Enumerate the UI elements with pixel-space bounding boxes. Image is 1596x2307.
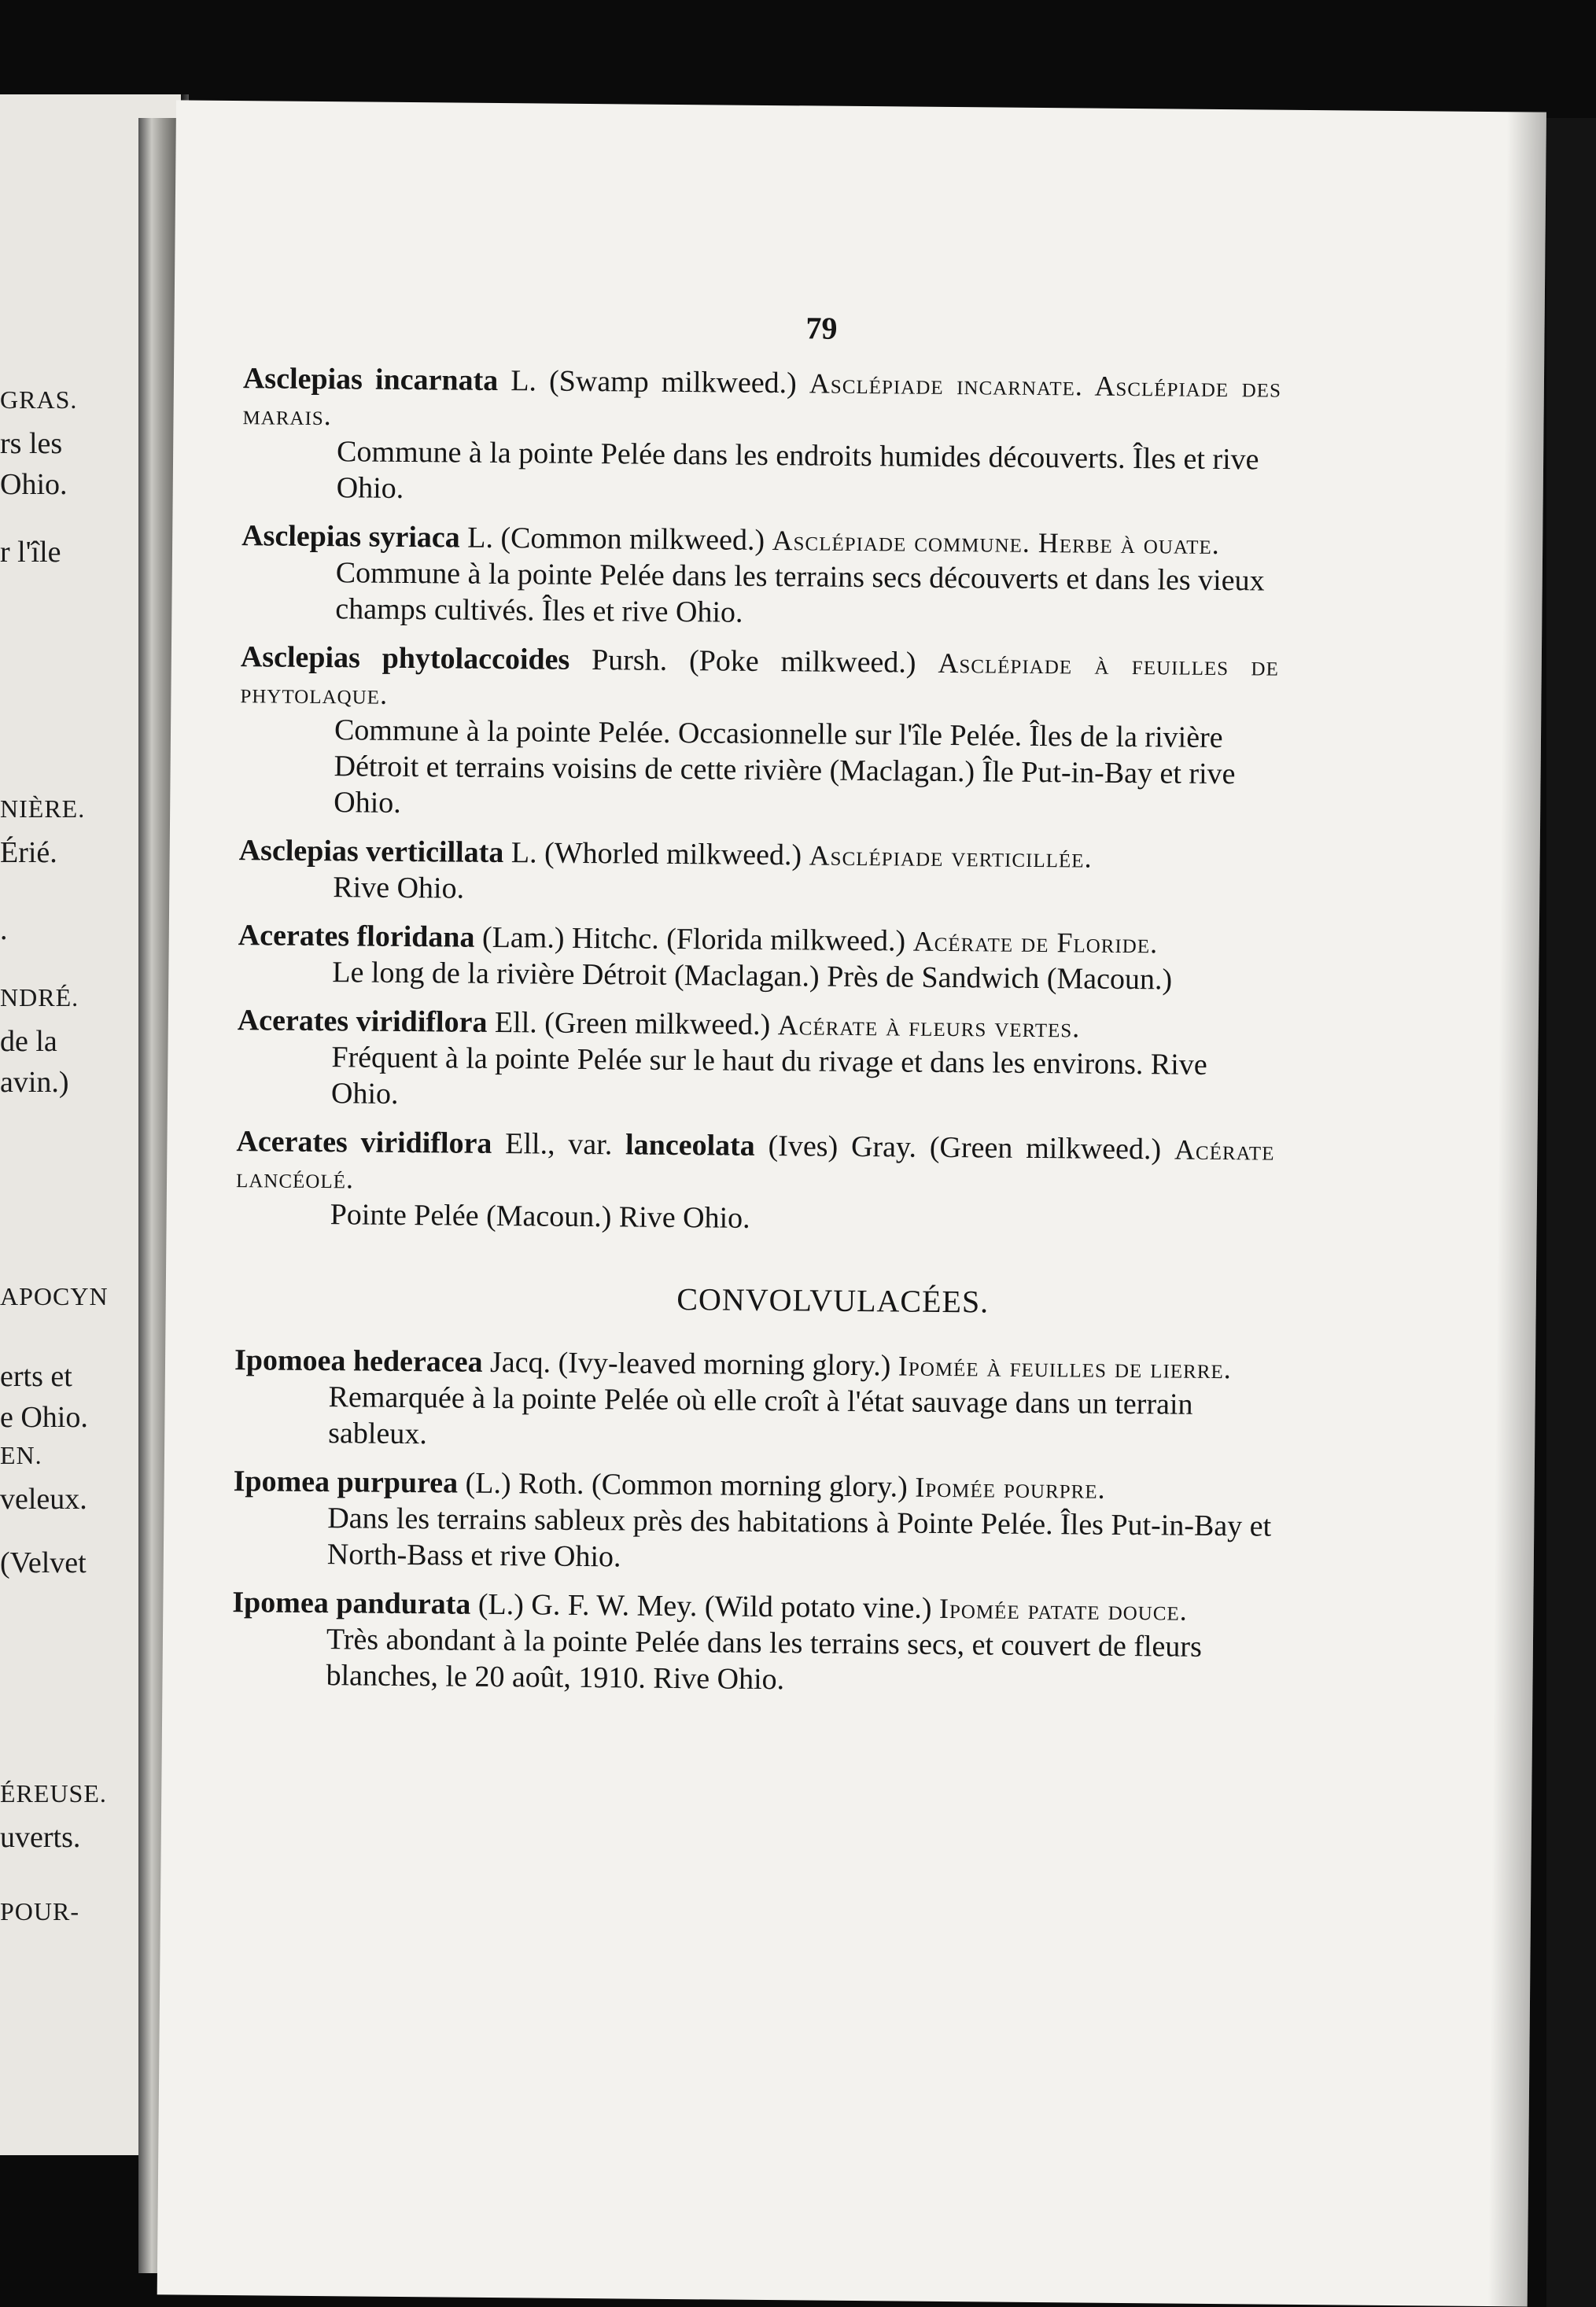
species-entry — [231, 1584, 1270, 1702]
facing-page-text: ÉREUSE. — [0, 1779, 107, 1808]
variety-author: (Ives) Gray. — [768, 1130, 917, 1164]
common-name: (Green milkweed.) — [929, 1130, 1162, 1166]
right-background-strip — [1546, 118, 1596, 2307]
species-name: verticillata — [366, 835, 504, 870]
common-name: (Common milkweed.) — [500, 521, 765, 557]
author-citation: (L.) Roth. — [465, 1466, 584, 1501]
facing-page-text: Ohio. — [0, 468, 68, 501]
facing-page-text: avin.) — [0, 1066, 69, 1099]
species-name: purpurea — [337, 1465, 459, 1500]
species-heading — [240, 639, 1279, 720]
genus-name: Asclepias — [242, 362, 363, 396]
common-name: (Florida milkweed.) — [666, 922, 906, 958]
facing-page-text: POUR- — [0, 1897, 80, 1926]
species-entry — [241, 518, 1280, 636]
french-name: Ipomée pourpre. — [915, 1471, 1106, 1505]
page-number: 79 — [805, 310, 838, 346]
french-name: Ipomée patate douce. — [938, 1592, 1188, 1627]
common-name: (Swamp milkweed.) — [548, 364, 798, 400]
species-name: viridiflora — [356, 1004, 488, 1039]
species-name: hederacea — [352, 1344, 483, 1379]
species-entry — [234, 1342, 1273, 1460]
facing-page-text: de la — [0, 1025, 57, 1058]
french-name: Acérate de Floride. — [912, 925, 1159, 960]
section-title: CONVOLVULACÉES. — [676, 1281, 990, 1320]
species-description: Commune à la pointe Pelée dans les endroits humides découverts. Îles et rive Ohio. — [336, 435, 1259, 505]
genus-name: Ipomea — [233, 1465, 330, 1499]
facing-page-text: . — [0, 913, 8, 946]
species-name: syriaca — [368, 520, 460, 555]
common-name: (Green milkweed.) — [544, 1006, 771, 1042]
genus-name: Asclepias — [238, 834, 359, 868]
book-page — [157, 100, 1546, 2306]
facing-page-text: uverts. — [0, 1821, 81, 1854]
french-name: Acérate à fleurs vertes. — [777, 1009, 1081, 1044]
author-citation: Ell., var. — [505, 1127, 613, 1162]
genus-name: Acerates — [236, 1125, 348, 1159]
french-name: Asclépiade à feuilles de phytolaque. — [240, 647, 1280, 710]
species-entry — [235, 1123, 1274, 1241]
facing-page-text: e Ohio. — [0, 1401, 88, 1434]
species-list-convolvulaceae — [231, 1342, 1273, 1702]
species-description: Fréquent à la pointe Pelée sur le haut du rivage et dans les environs. Rive Ohio. — [330, 1041, 1207, 1111]
species-heading — [236, 1123, 1275, 1205]
species-description: Dans les terrains sableux près des habitations à Pointe Pelée. Îles Put-in-Bay et North-Bass et rive Ohio. — [326, 1502, 1272, 1574]
facing-page-text: APOCYN — [0, 1282, 109, 1310]
species-entry — [233, 1463, 1272, 1581]
facing-page-text: (Velvet — [0, 1546, 87, 1579]
species-list-milkweeds — [235, 360, 1281, 1240]
species-entry — [237, 1002, 1276, 1120]
species-description: Pointe Pelée (Macoun.) Rive Ohio. — [330, 1198, 750, 1235]
author-citation: (L.) G. F. W. Mey. — [477, 1587, 698, 1623]
author-citation: Ell. — [494, 1005, 537, 1040]
french-name: Acérate lancéolé. — [235, 1133, 1275, 1195]
species-description: Très abondant à la pointe Pelée dans les terrains secs, et couvert de fleurs blanches, le 20 août, 1910. Rive Ohio. — [326, 1623, 1203, 1697]
french-name: Ipomée à feuilles de lierre. — [898, 1350, 1232, 1385]
species-name: viridiflora — [360, 1126, 492, 1160]
author-citation: (Lam.) Hitchc. — [481, 920, 659, 956]
common-name: (Ivy-leaved morning glory.) — [558, 1346, 891, 1383]
facing-page-text: rs les — [0, 427, 63, 460]
page-shadow — [1488, 112, 1546, 2306]
species-name: phytolaccoides — [381, 641, 570, 676]
author-citation: Jacq. — [489, 1345, 551, 1380]
author-citation: L. — [467, 521, 494, 555]
genus-name: Acerates — [238, 919, 350, 953]
species-entry — [242, 360, 1282, 514]
french-name: Asclépiade commune. Herbe à ouate. — [772, 525, 1220, 560]
facing-page-text: r l'île — [0, 536, 61, 569]
facing-page-text: EN. — [0, 1441, 42, 1469]
species-entry — [238, 917, 1277, 999]
species-description: Commune à la pointe Pelée. Occasionnelle sur l'île Pelée. Îles de la rivière Détroit et terrains voisins de cette rivière (Maclagan.) Île Put-in-Bay et rive Ohio. — [334, 713, 1236, 820]
common-name: (Poke milkweed.) — [688, 644, 916, 680]
facing-page-text: Érié. — [0, 836, 57, 869]
species-description: Remarquée à la pointe Pelée où elle croît à l'état sauvage dans un terrain sableux. — [328, 1380, 1193, 1451]
genus-name: Asclepias — [241, 519, 362, 554]
species-heading — [242, 360, 1281, 442]
facing-page-text: erts et — [0, 1360, 72, 1393]
common-name: (Whorled milkweed.) — [544, 836, 802, 872]
species-name: incarnata — [374, 363, 499, 397]
species-entry — [239, 639, 1279, 829]
author-citation: L. — [510, 836, 537, 870]
common-name: (Wild potato vine.) — [704, 1590, 932, 1625]
species-entry — [238, 832, 1277, 914]
facing-page-text: GRAS. — [0, 385, 78, 414]
genus-name: Ipomea — [232, 1586, 330, 1620]
variety-name: lanceolata — [625, 1128, 755, 1163]
species-description: Rive Ohio. — [333, 871, 465, 905]
facing-page-text: NDRÉ. — [0, 983, 79, 1012]
page-content — [231, 305, 1281, 1714]
french-name: Asclépiade verticillée. — [809, 839, 1093, 874]
common-name: (Common morning glory.) — [591, 1468, 909, 1504]
species-description: Le long de la rivière Détroit (Maclagan.) Près de Sandwich (Macoun.) — [332, 956, 1173, 997]
genus-name: Asclepias — [240, 640, 361, 675]
author-citation: Pursh. — [591, 643, 668, 677]
facing-page-text: veleux. — [0, 1483, 87, 1516]
genus-name: Acerates — [237, 1004, 349, 1038]
french-name: Asclépiade incarnate. Asclépiade des marais. — [242, 367, 1282, 432]
author-citation: L. — [510, 364, 537, 398]
species-name: pandurata — [336, 1587, 471, 1621]
species-description: Commune à la pointe Pelée dans les terrains secs découverts et dans les vieux champs cultivés. Îles et rive Ohio. — [335, 556, 1265, 629]
genus-name: Ipomoea — [234, 1343, 346, 1378]
facing-page-text: NIÈRE. — [0, 794, 86, 823]
species-name: floridana — [356, 919, 475, 954]
